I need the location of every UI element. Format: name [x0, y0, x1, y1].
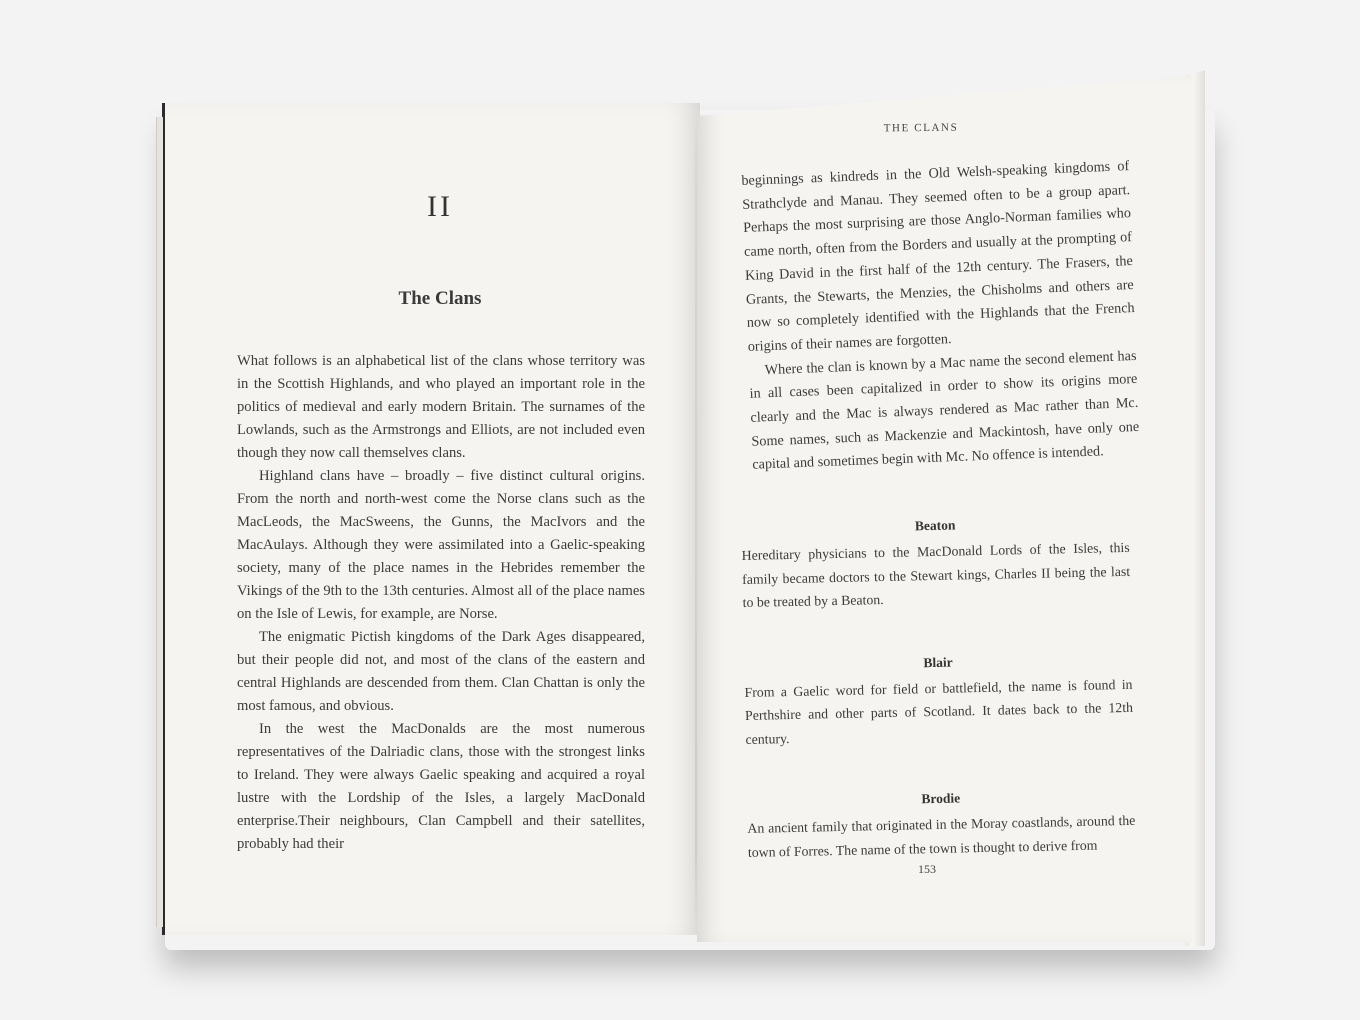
entry-text-blair — [744, 672, 1133, 751]
entry-paragraph: From a Gaelic word for field or battlefield, the name is found in Perthshire and other parts of Scotland. It dates back to the 12th century. — [744, 676, 1134, 747]
book-gutter — [695, 112, 697, 932]
right-paragraph: beginnings as kindreds in the Old Welsh-speaking kingdoms of Strathclyde and Manau. They seemed often to be a group apart. Perhaps the most surprising are those Anglo-Norman families who came north, often from the Borders and usually at the prompting of King David in the first half of the 12th century. The Frasers, the Grants, the Stewarts, the Menzies, the Chisholms and others are now so completely identified with the Highlands that the French origins of their names are forgotten. — [741, 158, 1135, 355]
left-page-body — [237, 350, 645, 856]
left-paragraph: Highland clans have – broadly – five distinct cultural origins. From the north and north-west come the Norse clans such as the MacLeods, the MacSweens, the Gunns, the MacIvors and the MacAulays. Although they were assimilated into a Gaelic-speaking society, many of the place names in the Hebrides remember the Vikings of the 9th to the 13th centuries. Almost all of the place names on the Isle of Lewis, for example, are Norse. — [237, 468, 645, 622]
entry-heading-brodie: Brodie — [921, 790, 961, 807]
entry-heading-beaton: Beaton — [914, 517, 956, 534]
entry-paragraph: An ancient family that originated in the Moray coastlands, around the town of Forres. The name of the town is thought to derive from — [747, 812, 1136, 860]
left-paragraph: What follows is an alphabetical list of the clans whose territory was in the Scottish Highlands, and who played an important role in the politics of medieval and early modern Britain. The surnames of the Lowlands, such as the Armstrongs and Elliots, are not included even though they now call themselves clans. — [237, 353, 645, 461]
entry-text-brodie — [747, 809, 1136, 864]
right-page-body — [741, 121, 1140, 864]
right-intro-text — [741, 155, 1141, 478]
entry-paragraph: Hereditary physicians to the MacDonald Lords of the Isles, this family became doctors to the Stewart kings, Charles II being the last to be treated by a Beaton. — [741, 540, 1131, 611]
running-head: THE CLANS — [883, 121, 959, 135]
entry-heading-blair: Blair — [923, 654, 953, 670]
chapter-title: The Clans — [398, 288, 482, 309]
left-paragraph: The enigmatic Pictish kingdoms of the Dark Ages disappeared, but their people did not, and most of the clans of the eastern and central Highlands are descended from them. Clan Chattan is only the most famous, and obvious. — [237, 629, 645, 714]
entry-text-beaton — [741, 536, 1130, 615]
chapter-number: II — [427, 190, 453, 223]
right-paragraph: Where the clan is known by a Mac name the second element has in all cases been capitalized in order to show its origins more clearly and the Mac is always rendered as Mac rather than Mc. Some names, such as Mackenzie and Mackintosh, have only one capital and sometimes begin with Mc. No offence is intended. — [749, 347, 1140, 474]
clan-entries — [741, 514, 1136, 864]
page-number: 153 — [918, 862, 936, 876]
left-paragraph: In the west the MacDonalds are the most numerous representatives of the Dalriadic clans, those with the strongest links to Ireland. They were always Gaelic speaking and acquired a royal lustre with the Lordship of the Isles, a largely MacDonald enterprise.Their neighbours, Clan Campbell and their satellites, probably had their — [237, 721, 645, 852]
